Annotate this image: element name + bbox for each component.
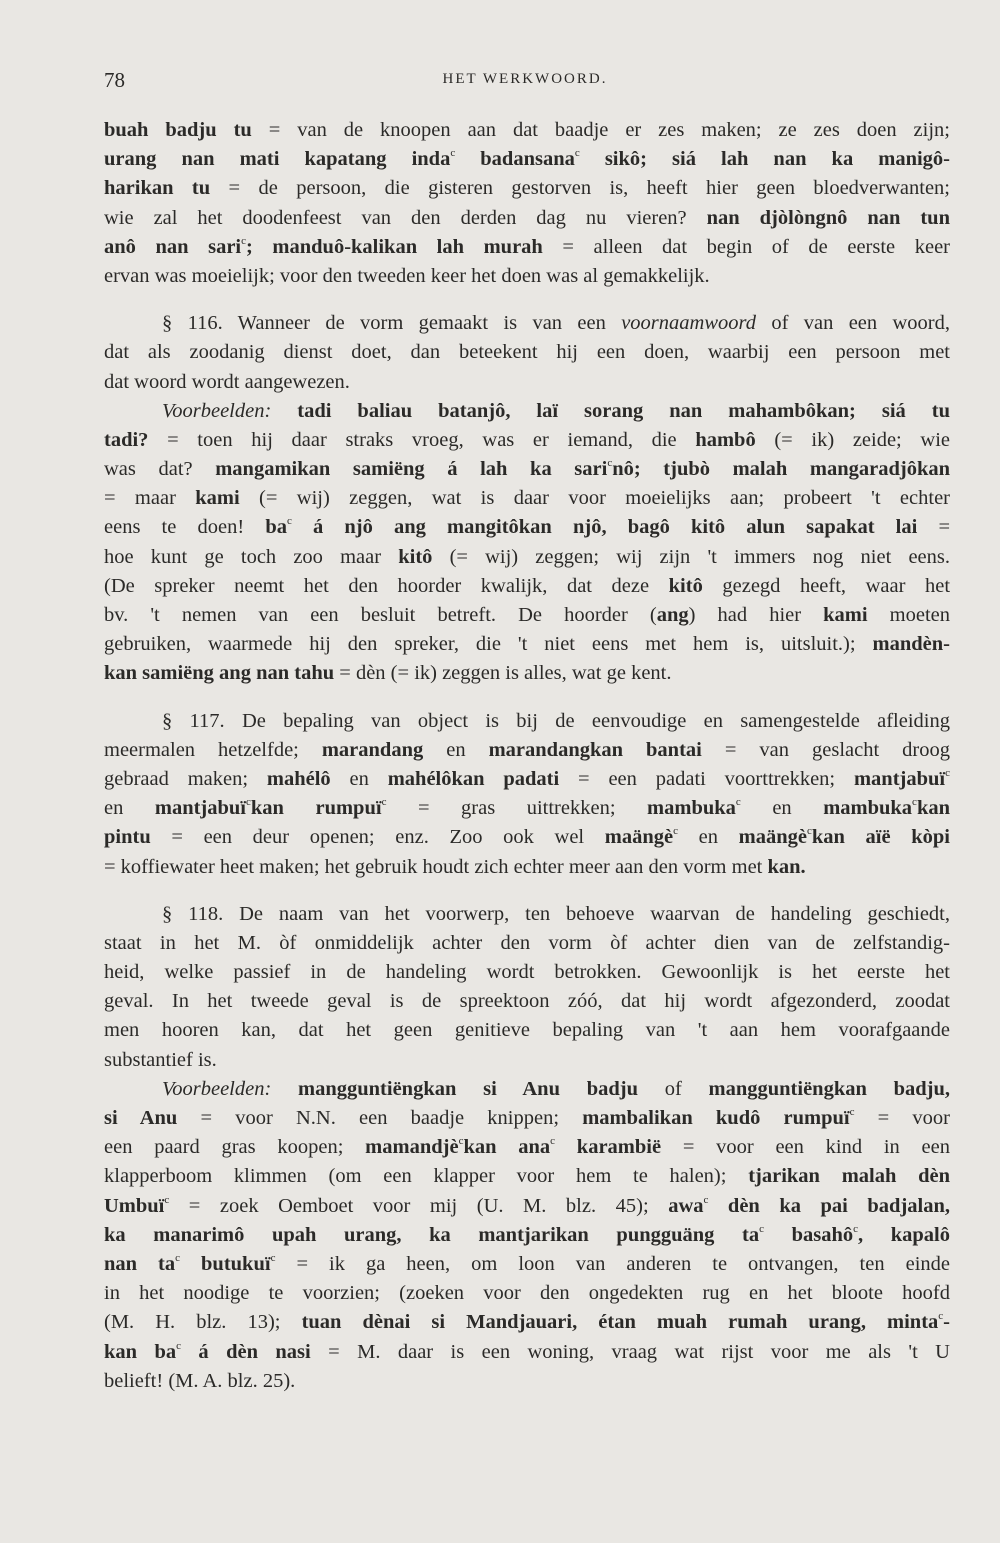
- text-line: [104, 543, 950, 572]
- text-run: dat als zoodanig dienst doet, dan beteekent hij een doen, waarbij een persoon met: [104, 341, 950, 364]
- text-line: [104, 368, 950, 397]
- text-run: = voor een kind in een: [661, 1136, 950, 1159]
- text-line: [104, 630, 950, 659]
- text-run: en: [740, 797, 824, 820]
- text-run: = M. daar is een woning, vraag wat rijst voor me als 't U: [310, 1340, 950, 1363]
- body-text: [104, 116, 950, 1396]
- malay-term: Umbuï: [104, 1194, 165, 1217]
- text-run: ) had hier: [688, 604, 824, 626]
- malay-term: kami: [823, 604, 868, 626]
- text-run: (= ik) zeide; wie: [755, 428, 950, 451]
- text-run: in het noodige te voorzien; (zoeken voor den ongedekten rug en het bloote hoofd: [104, 1282, 950, 1305]
- malay-term: -: [943, 1311, 950, 1334]
- text-run: = voor N.N. een baadje knippen;: [177, 1107, 583, 1129]
- text-run: en: [330, 767, 388, 790]
- paragraph-gap: [104, 291, 950, 309]
- malay-term: á dèn nasi: [181, 1340, 311, 1363]
- tone-mark: c: [806, 825, 812, 838]
- text-run: gebraad maken;: [104, 767, 267, 790]
- malay-term: mamandjè: [365, 1136, 459, 1159]
- malay-term: kan aïë kòpi: [811, 826, 950, 849]
- tone-mark: c: [735, 796, 741, 809]
- page-number: 78: [104, 68, 125, 92]
- text-run: gezegd heeft, waar het: [702, 574, 951, 597]
- malay-term: harikan tu: [104, 177, 211, 200]
- tone-mark: c: [945, 766, 950, 779]
- text-run: eens te doen!: [104, 516, 266, 539]
- malay-term: kan rumpuï: [250, 797, 382, 820]
- malay-term: basahô: [764, 1223, 854, 1246]
- tone-mark: c: [381, 796, 387, 809]
- tone-mark: c: [450, 147, 456, 160]
- text-line: [104, 853, 950, 882]
- malay-term: kan: [916, 797, 950, 820]
- text-run: = alleen dat begin of de eerste keer: [542, 235, 950, 258]
- text-run: hoe kunt ge toch zoo maar: [104, 545, 399, 568]
- text-line: [104, 707, 950, 736]
- text-run: = van geslacht droog: [701, 738, 950, 761]
- text-run: belieft! (M. A. blz. 25).: [104, 1369, 296, 1392]
- tone-mark: c: [286, 515, 292, 528]
- malay-term: kitô: [398, 545, 433, 568]
- malay-term: mantjabuï: [853, 767, 946, 790]
- text-line: [104, 338, 950, 367]
- text-line: [104, 174, 950, 203]
- text-run: dat woord wordt aangewezen.: [104, 370, 350, 393]
- text-line: [104, 1192, 950, 1221]
- text-run: [271, 1078, 298, 1100]
- text-run: [271, 400, 297, 422]
- malay-term: nô; tjubò malah mangaradjôkan: [612, 458, 950, 481]
- malay-term: si Anu: [104, 1107, 178, 1129]
- text-run: of: [637, 1077, 709, 1100]
- italic-term: Voorbeelden:: [162, 1077, 272, 1100]
- tone-mark: c: [938, 1310, 944, 1323]
- text-line: [104, 455, 950, 484]
- malay-term: badansana: [455, 148, 575, 171]
- text-run: = maar: [104, 487, 196, 510]
- text-line: [104, 233, 950, 262]
- malay-term: anô nan sari: [104, 235, 242, 258]
- text-run: = dèn (= ik) zeggen is alles, wat ge kent.: [334, 662, 672, 685]
- tone-mark: c: [550, 1135, 556, 1148]
- text-line: [104, 1367, 950, 1396]
- text-run: een paard gras koopen;: [104, 1136, 366, 1159]
- text-run: geval. In het tweede geval is de spreektoon zóó, dat hij wordt afgezonderd, zoodat: [104, 990, 950, 1013]
- italic-term: Voorbeelden:: [162, 399, 272, 422]
- malay-term: mambuka: [647, 797, 736, 820]
- text-run: =: [917, 516, 951, 539]
- text-run: meermalen hetzelfde;: [104, 738, 322, 761]
- malay-term: nan djòlòngnô nan tun: [706, 206, 950, 229]
- malay-term: karambië: [555, 1136, 662, 1159]
- text-line: [104, 823, 950, 852]
- text-run: of van een woord,: [755, 312, 950, 335]
- text-line: [104, 1075, 950, 1104]
- text-run: = de persoon, die gisteren gestorven is, heeft hier geen bloedverwanten;: [210, 177, 950, 200]
- text-line: [104, 900, 950, 929]
- malay-term: ; manduô-kalikan lah murah: [246, 235, 543, 258]
- text-line: [104, 736, 950, 765]
- tone-mark: c: [574, 147, 580, 160]
- tone-mark: c: [246, 796, 251, 809]
- text-run: moeten: [867, 604, 950, 626]
- malay-term: tuan dènai si Mandjauari, étan muah rumah urang, minta: [301, 1311, 939, 1334]
- text-run: (= wij) zeggen, wat is daar voor moeielijks aan; probeert 't echter: [239, 487, 950, 510]
- malay-term: mambalikan kudô rumpuï: [582, 1107, 850, 1129]
- text-line: [104, 601, 950, 630]
- text-run: § 117. De bepaling van object is bij de eenvoudige en samengestelde afleiding: [162, 709, 950, 732]
- page-header: [104, 68, 946, 98]
- text-line: [104, 929, 950, 958]
- text-line: [104, 958, 950, 987]
- malay-term: butukuï: [180, 1252, 271, 1275]
- text-run: = een deur openen; enz. Zoo ook wel: [150, 826, 605, 849]
- malay-term: pintu: [104, 826, 151, 849]
- italic-term: voornaamwoord: [621, 312, 756, 335]
- tone-mark: c: [175, 1251, 181, 1264]
- malay-term: mangamikan samiëng á lah ka sari: [215, 458, 608, 481]
- text-line: [104, 116, 950, 145]
- malay-term: mambuka: [823, 797, 913, 820]
- malay-term: marandangkan bantai: [488, 738, 702, 761]
- malay-term: kan ba: [104, 1340, 177, 1363]
- malay-term: tjarikan malah dèn: [748, 1165, 950, 1188]
- malay-term: kami: [195, 487, 240, 510]
- malay-term: buah badju tu: [104, 119, 252, 141]
- text-line: [104, 513, 950, 542]
- text-line: [104, 1338, 950, 1367]
- tone-mark: c: [270, 1251, 276, 1264]
- text-run: ervan was moeielijk; voor den tweeden keer het doen was al gemakkelijk.: [104, 264, 710, 287]
- text-run: = zoek Oemboet voor mij (U. M. blz. 45);: [169, 1194, 669, 1217]
- tone-mark: c: [849, 1106, 855, 1118]
- paragraph-gap: [104, 689, 950, 707]
- text-line: [104, 1104, 950, 1133]
- tone-mark: c: [458, 1135, 464, 1148]
- text-run: § 116. Wanneer de vorm gemaakt is van een: [162, 312, 622, 335]
- tone-mark: c: [703, 1193, 709, 1206]
- malay-term: mandèn-: [872, 633, 950, 656]
- malay-term: hambô: [695, 428, 756, 451]
- malay-term: kan samiëng ang nan tahu: [104, 662, 335, 685]
- text-run: en: [678, 826, 739, 849]
- text-line: [104, 1250, 950, 1279]
- text-line: [104, 397, 950, 426]
- malay-term: á njô ang mangitôkan njô, bagô kitô alun sapakat lai: [291, 516, 918, 539]
- text-run: (De spreker neemt het den hoorder kwalijk, dat deze: [104, 574, 669, 597]
- text-run: = toen hij daar straks vroeg, was er iemand, die: [148, 428, 696, 451]
- malay-term: maängè: [738, 826, 807, 849]
- malay-term: , kapalô: [858, 1223, 950, 1246]
- malay-term: mangguntiëngkan badju,: [708, 1077, 950, 1100]
- text-run: = koffiewater heet maken; het gebruik houdt zich echter meer aan den vorm met: [104, 855, 768, 878]
- text-run: = ik ga heen, om loon van anderen te ontvangen, ten einde: [275, 1252, 950, 1275]
- text-line: [104, 309, 950, 338]
- text-line: [104, 262, 950, 291]
- tone-mark: c: [853, 1222, 859, 1235]
- text-line: [104, 1221, 950, 1250]
- text-line: [104, 484, 950, 513]
- text-run: bv. 't nemen van een besluit betreft. De hoorder (: [104, 604, 657, 626]
- text-run: en: [423, 738, 489, 761]
- malay-term: dèn ka pai badjalan,: [708, 1194, 951, 1217]
- malay-term: kan.: [767, 855, 806, 878]
- text-line: [104, 1046, 950, 1075]
- text-line: [104, 1279, 950, 1308]
- malay-term: tadi baliau batanjô, laï sorang nan mahambôkan; siá tu: [297, 399, 950, 422]
- tone-mark: c: [673, 825, 678, 838]
- malay-term: awa: [668, 1194, 704, 1217]
- text-line: [104, 426, 950, 455]
- text-run: = van de knoopen aan dat baadje er zes maken; ze zes doen zijn;: [251, 119, 950, 141]
- text-line: [104, 765, 950, 794]
- text-run: = gras uittrekken;: [386, 797, 648, 820]
- text-run: § 118. De naam van het voorwerp, ten behoeve waarvan de handeling geschiedt,: [162, 902, 950, 925]
- text-run: men hooren kan, dat het geen genitieve bepaling van 't aan hem voorafgaande: [104, 1019, 950, 1042]
- malay-term: ang: [656, 604, 689, 626]
- malay-term: mahélô: [266, 767, 331, 790]
- malay-term: ba: [265, 516, 287, 539]
- text-run: heid, welke passief in de handeling wordt betrokken. Gewoonlijk is het eerste het: [104, 961, 950, 984]
- tone-mark: c: [607, 457, 613, 470]
- text-line: [104, 145, 950, 174]
- text-run: klapperboom klimmen (om een klapper voor hem te halen);: [104, 1165, 749, 1188]
- malay-term: mangguntiëngkan si Anu badju: [298, 1077, 638, 1100]
- text-run: gebruiken, waarmede hij den spreker, die 't niet eens met hem is, uitsluit.);: [104, 633, 873, 656]
- malay-term: mantjabuï: [154, 797, 247, 820]
- paragraph-gap: [104, 882, 950, 900]
- text-line: [104, 1016, 950, 1045]
- text-run: = voor: [854, 1107, 950, 1129]
- text-run: (= wij) zeggen; wij zijn 't immers nog niet eens.: [432, 545, 950, 568]
- text-line: [104, 794, 950, 823]
- text-line: [104, 572, 950, 601]
- malay-term: ka manarimô upah urang, ka mantjarikan pungguäng ta: [104, 1223, 760, 1246]
- text-run: wie zal het doodenfeest van den derden dag nu vieren?: [104, 206, 707, 229]
- malay-term: marandang: [321, 738, 424, 761]
- malay-term: sikô; siá lah nan ka manigô-: [579, 148, 950, 171]
- tone-mark: c: [241, 234, 247, 247]
- malay-term: mahélôkan padati: [387, 767, 560, 790]
- malay-term: tadi?: [104, 428, 149, 451]
- malay-term: urang nan mati kapatang inda: [104, 148, 451, 171]
- tone-mark: c: [759, 1222, 764, 1235]
- tone-mark: c: [164, 1193, 170, 1206]
- text-line: [104, 204, 950, 233]
- malay-term: maängè: [604, 826, 674, 849]
- running-title: HET WERKWOORD.: [442, 71, 608, 87]
- text-run: substantief is.: [104, 1048, 217, 1071]
- text-run: = een padati voorttrekken;: [559, 767, 854, 790]
- malay-term: kitô: [668, 574, 703, 597]
- text-line: [104, 1133, 950, 1162]
- text-run: staat in het M. òf onmiddelijk achter den vorm òf achter dien van de zelfstandig-: [104, 931, 950, 954]
- text-run: (M. H. blz. 13);: [104, 1311, 302, 1334]
- text-run: en: [104, 797, 155, 820]
- text-line: [104, 1308, 950, 1337]
- text-line: [104, 987, 950, 1016]
- malay-term: nan ta: [104, 1252, 176, 1275]
- tone-mark: c: [176, 1339, 182, 1352]
- malay-term: kan ana: [463, 1136, 551, 1159]
- text-line: [104, 1162, 950, 1191]
- tone-mark: c: [912, 796, 917, 809]
- text-line: [104, 659, 950, 688]
- text-run: was dat?: [104, 458, 216, 481]
